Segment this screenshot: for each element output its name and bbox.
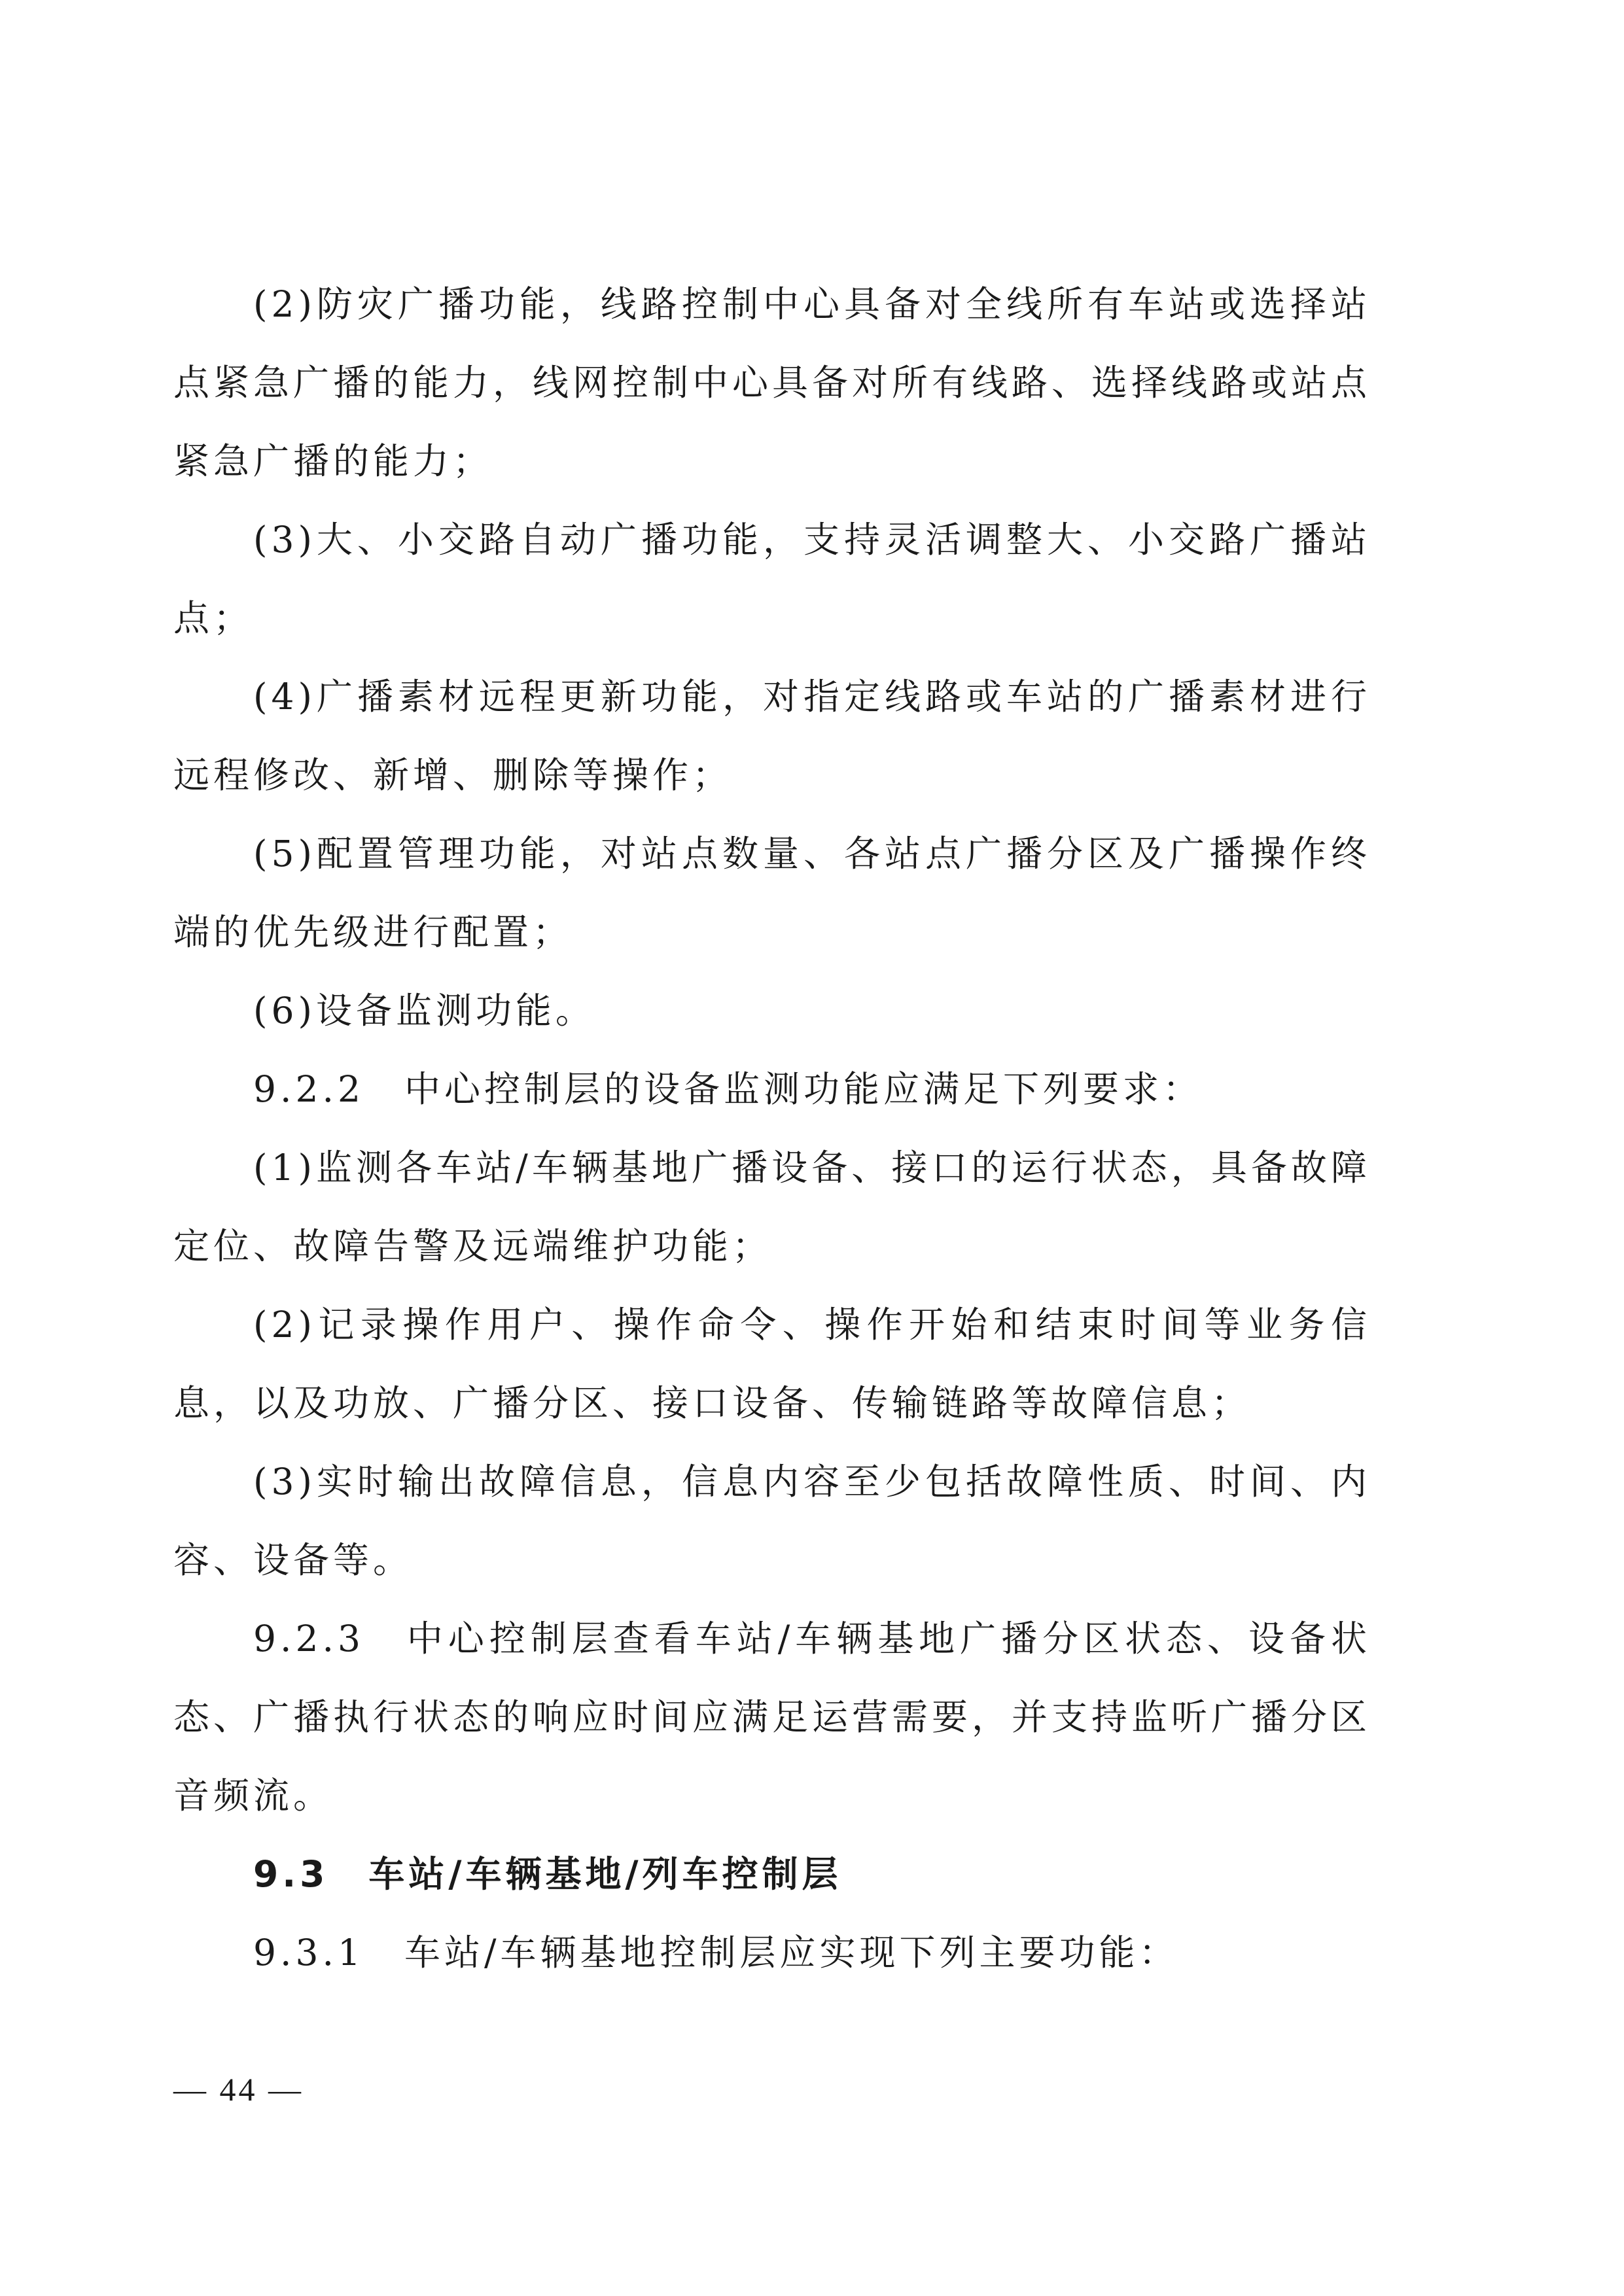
clause-9-3-1: 9.3.1 车站/车辆基地控制层应实现下列主要功能： bbox=[253, 1932, 1179, 1974]
paragraph-item-2: (2)防灾广播功能，线路控制中心具备对全线所有车站或选择站点紧急广播的能力，线网控制中心具备对所有线路、选择线路或站点紧急广播的能力； bbox=[173, 283, 1371, 482]
clause-9-2-2-item-1: (1)监测各车站/车辆基地广播设备、接口的运行状态，具备故障定位、故障告警及远端维护功能； bbox=[173, 1147, 1371, 1267]
body-text bbox=[173, 265, 1371, 1992]
page-number: — 44 — bbox=[173, 2071, 304, 2108]
clause-9-2-2-item-2: (2)记录操作用户、操作命令、操作开始和结束时间等业务信息，以及功放、广播分区、接口设备、传输链路等故障信息； bbox=[173, 1304, 1371, 1424]
paragraph-item-4: (4)广播素材远程更新功能，对指定线路或车站的广播素材进行远程修改、新增、删除等操作； bbox=[173, 676, 1371, 796]
clause-9-2-3: 9.2.3 中心控制层查看车站/车辆基地广播分区状态、设备状态、广播执行状态的响应时间应满足运营需要，并支持监听广播分区音频流。 bbox=[173, 1618, 1371, 1817]
paragraph-item-6: (6)设备监测功能。 bbox=[253, 990, 595, 1032]
section-heading-9-3: 9.3 车站/车辆基地/列车控制层 bbox=[253, 1853, 842, 1895]
clause-9-2-2-item-3: (3)实时输出故障信息，信息内容至少包括故障性质、时间、内容、设备等。 bbox=[173, 1461, 1371, 1581]
clause-9-2-2: 9.2.2 中心控制层的设备监测功能应满足下列要求： bbox=[253, 1068, 1203, 1110]
paragraph-item-5: (5)配置管理功能，对站点数量、各站点广播分区及广播操作终端的优先级进行配置； bbox=[173, 833, 1371, 953]
paragraph-item-3: (3)大、小交路自动广播功能，支持灵活调整大、小交路广播站点； bbox=[173, 519, 1371, 639]
